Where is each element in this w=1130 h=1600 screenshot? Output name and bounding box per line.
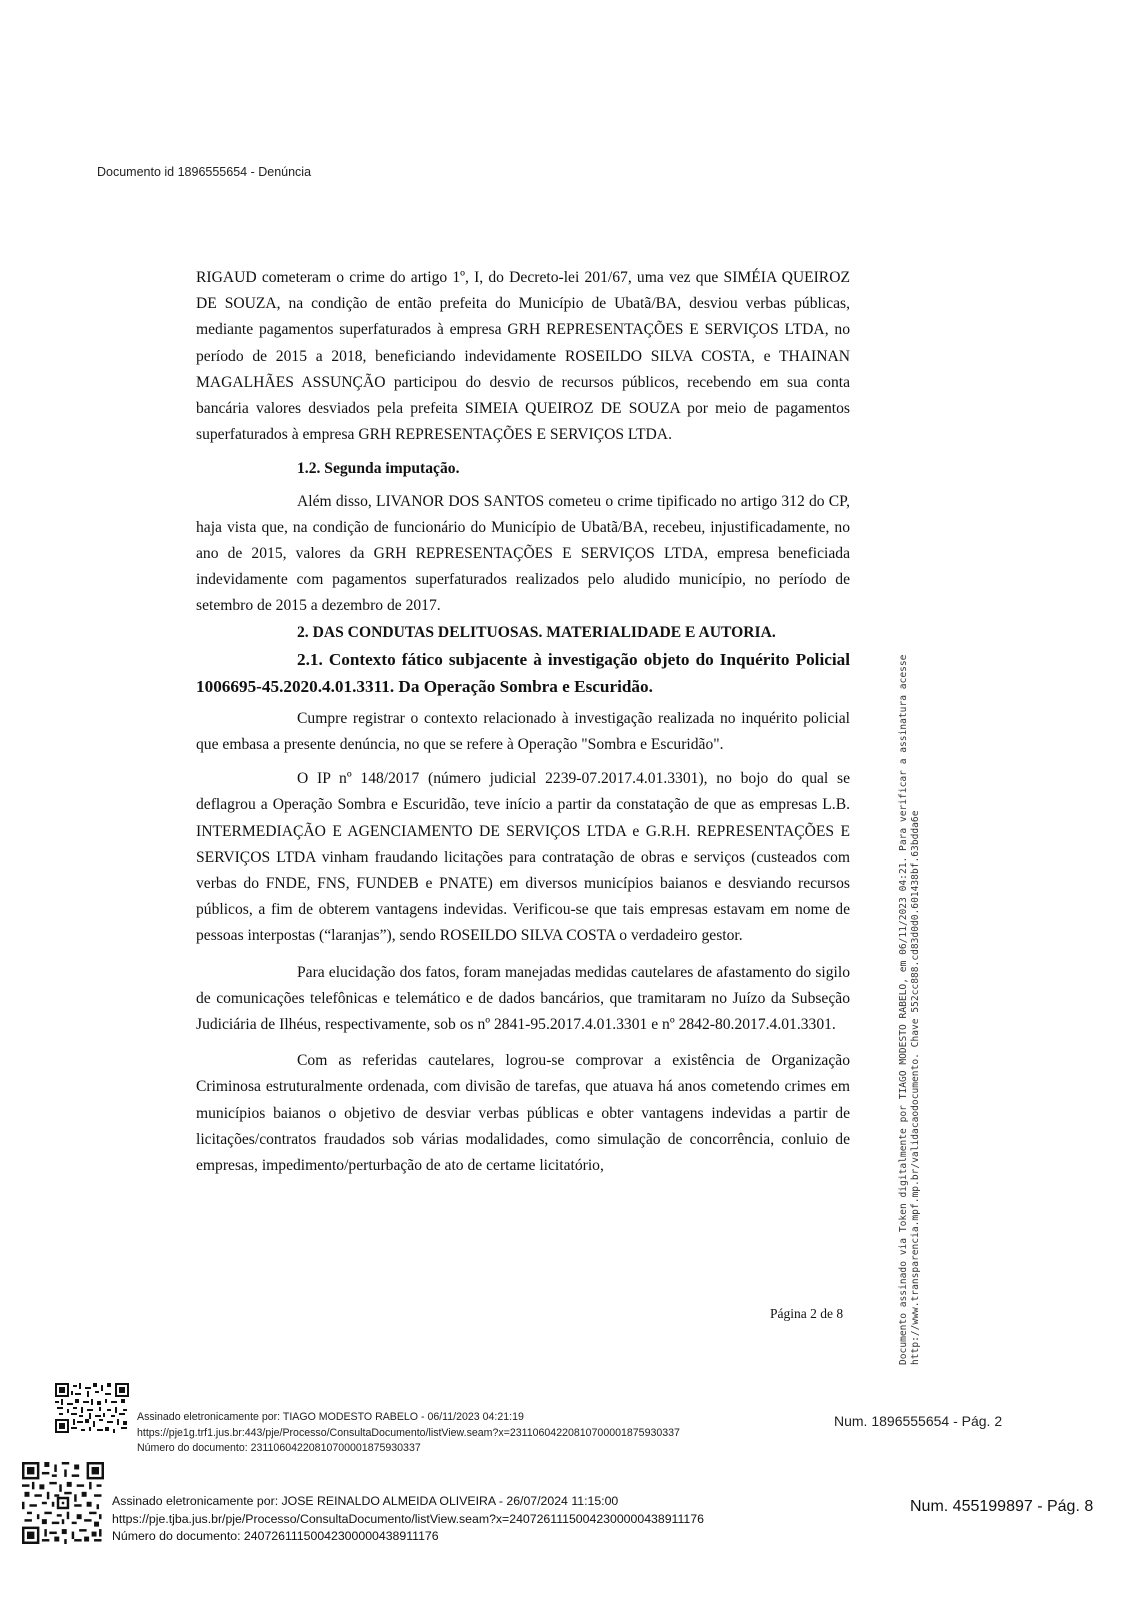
electronic-signature-2 xyxy=(112,1493,704,1546)
paragraph-livanor: Além disso, LIVANOR DOS SANTOS cometeu o crime tipificado no artigo 312 do CP, haja vista que, na condição de funcionário do Município de Ubatã/BA, recebeu, injustificadamente, no ano de 2015, valores da GRH REPRESENTAÇÕES E SERVIÇOS LTDA, empresa beneficiada indevidamente com pagamentos superfaturados realizados pelo aludido município, no período de setembro de 2015 a dezembro de 2017. xyxy=(196,492,850,615)
heading-section-2: 2. DAS CONDUTAS DELITUOSAS. MATERIALIDADE E AUTORIA. xyxy=(297,623,776,641)
num-page-stamp-2: Num. 455199897 - Pág. 8 xyxy=(910,1498,1094,1515)
digital-signature-stamp xyxy=(898,505,922,1365)
num-page-stamp-1: Num. 1896555654 - Pág. 2 xyxy=(834,1413,1003,1429)
document-body xyxy=(196,265,850,1179)
consult-url-link[interactable]: https://pje1g.trf1.jus.br:443/pje/Processo/ConsultaDocumento/listView.seam?x=23110604220810700001875930337 xyxy=(137,1426,680,1439)
signature-stamp-line-1: Documento assinado via Token digitalmente por TIAGO MODESTO RABELO, em 06/11/2023 04:21. Para verificar a assinatura acesse xyxy=(898,654,909,1365)
consult-url-link[interactable]: https://pje.tjba.jus.br/pje/Processo/ConsultaDocumento/listView.seam?x=24072611150042300000438911176 xyxy=(112,1511,704,1526)
signature-stamp-line-2: http://www.transparencia.mpf.mp.br/validacaodocumento. Chave 552cc888.cd83d0d0.601438bf.63bdda6e xyxy=(910,810,921,1365)
signed-by-line: Assinado eletronicamente por: TIAGO MODESTO RABELO - 06/11/2023 04:21:19 xyxy=(137,1411,524,1423)
paragraph-organizacao-criminosa: Com as referidas cautelares, logrou-se comprovar a existência de Organização Criminosa estruturalmente ordenada, com divisão de tarefas, que atuava há anos cometendo crimes em municípios baianos o objetivo de desviar verbas públicas e obter vantagens indevidas a partir de licitações/contratos fraudados sob várias modalidades, como simulação de concorrência, conluio de empresas, impedimento/perturbação de ato de certame licitatório, xyxy=(196,1052,850,1175)
paragraph-rigaud: RIGAUD cometeram o crime do artigo 1º, I, do Decreto-lei 201/67, uma vez que SIMÉIA QUEIROZ DE SOUZA, na condição de então prefeita do Município de Ubatã/BA, desviou verbas públicas, mediante pagamentos superfaturados à empresa GRH REPRESENTAÇÕES E SERVIÇOS LTDA, no período de 2015 a 2018, beneficiando indevidamente ROSEILDO SILVA COSTA, e THAINAN MAGALHÃES ASSUNÇÃO participou do desvio de recursos públicos, recebendo em sua conta bancária valores desviados pela prefeita SIMEIA QUEIROZ DE SOUZA por meio de pagamentos superfaturados à empresa GRH REPRESENTAÇÕES E SERVIÇOS LTDA. xyxy=(196,269,850,444)
document-number-line: Número do documento: 23110604220810700001875930337 xyxy=(137,1442,421,1454)
qr-code-icon xyxy=(22,1462,104,1544)
heading-section-2-1: 2.1. Contexto fático subjacente à investigação objeto do Inquérito Policial 1006695-45.2020.4.01.3311. Da Operação Sombra e Escuridão. xyxy=(196,649,850,696)
paragraph-ip-148: O IP nº 148/2017 (número judicial 2239-07.2017.4.01.3301), no bojo do qual se deflagrou a Operação Sombra e Escuridão, teve início a partir da constatação de que as empresas L.B. INTERMEDIAÇÃO E AGENCIAMENTO DE SERVIÇOS LTDA e G.R.H. REPRESENTAÇÕES E SERVIÇOS LTDA vinham fraudando licitações para contratação de obras e serviços (custeados com verbas do FNDE, FNS, FUNDEB e PNATE) em diversos municípios baianos e desviando recursos públicos, a fim de obterem vantagens indevidas. Verificou-se que tais empresas estavam em nome de pessoas interpostas (“laranjas”), sendo ROSEILDO SILVA COSTA o verdadeiro gestor. xyxy=(196,770,850,945)
signed-by-line: Assinado eletronicamente por: JOSE REINALDO ALMEIDA OLIVEIRA - 26/07/2024 11:15:00 xyxy=(112,1494,619,1508)
document-id-header: Documento id 1896555654 - Denúncia xyxy=(97,165,312,179)
paragraph-context: Cumpre registrar o contexto relacionado à investigação realizada no inquérito policial que embasa a presente denúncia, no que se refere à Operação "Sombra e Escuridão". xyxy=(196,709,850,754)
electronic-signature-1 xyxy=(137,1410,680,1457)
heading-second-imputation: 1.2. Segunda imputação. xyxy=(297,460,460,478)
qr-code-icon xyxy=(55,1383,129,1433)
page-number: Página 2 de 8 xyxy=(770,1306,844,1321)
document-number-line: Número do documento: 24072611150042300000438911176 xyxy=(112,1529,439,1543)
paragraph-cautelares: Para elucidação dos fatos, foram manejadas medidas cautelares de afastamento do sigilo de comunicações telefônicas e telemático e de dados bancários, que tramitaram no Juízo da Subseção Judiciária de Ilhéus, respectivamente, sob os nº 2841-95.2017.4.01.3301 e nº 2842-80.2017.4.01.3301. xyxy=(196,963,850,1034)
